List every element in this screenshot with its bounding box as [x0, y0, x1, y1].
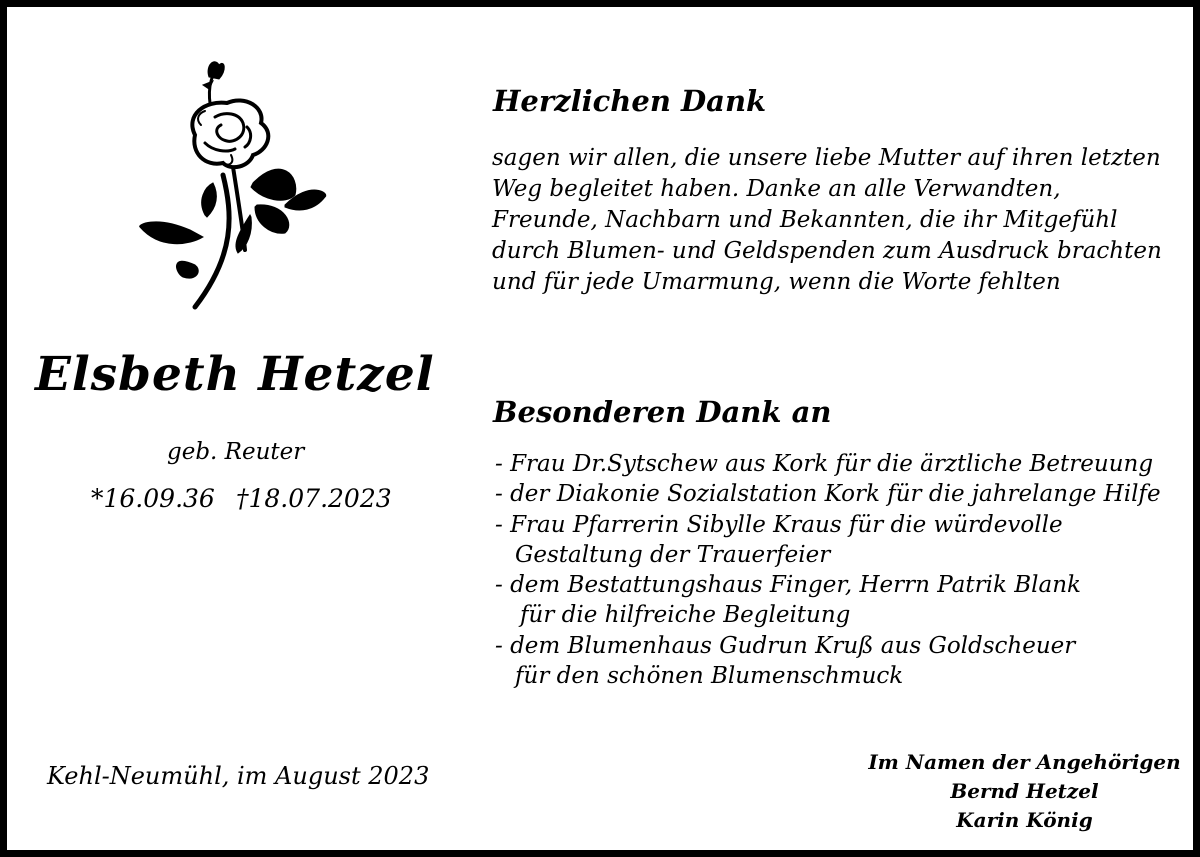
deceased-name: Elsbeth Hetzel — [35, 347, 435, 402]
thanks-line: Weg begleitet haben. Danke an alle Verwandten, — [492, 176, 1061, 202]
thanks-line: Freunde, Nachbarn und Bekannten, die ihr Mitgefühl — [492, 207, 1118, 233]
list-item-continuation: Gestaltung der Trauerfeier — [515, 541, 831, 568]
thanks-heading: Herzlichen Dank — [493, 84, 767, 118]
list-item-continuation: für den schönen Blumenschmuck — [515, 663, 904, 690]
signature-block — [862, 748, 1187, 835]
list-item: - der Diakonie Sozialstation Kork für die jahrelange Hilfe — [495, 481, 1161, 508]
list-item: - dem Blumenhaus Gudrun Kruß aus Goldscheuer — [495, 632, 1076, 659]
special-thanks-heading: Besonderen Dank an — [493, 395, 832, 429]
thanks-text — [492, 143, 1182, 298]
birth-date: *16.09.36 — [91, 484, 215, 513]
special-thanks-list — [495, 449, 1195, 691]
thanks-line: und für jede Umarmung, wenn die Worte fehlten — [492, 269, 1061, 295]
death-date: †18.07.2023 — [236, 484, 392, 513]
thanks-line: durch Blumen- und Geldspenden zum Ausdruck brachten — [492, 238, 1162, 264]
thanks-line: sagen wir allen, die unsere liebe Mutter auf ihren letzten — [492, 145, 1161, 171]
signature-name: Bernd Hetzel — [950, 779, 1099, 803]
list-item-continuation: für die hilfreiche Begleitung — [520, 602, 851, 629]
signature-line: Im Namen der Angehörigen — [868, 750, 1181, 774]
place-and-date: Kehl-Neumühl, im August 2023 — [47, 762, 430, 790]
list-item: - Frau Pfarrerin Sibylle Kraus für die würdevolle — [495, 511, 1063, 538]
list-item: - dem Bestattungshaus Finger, Herrn Patrik Blank — [495, 572, 1081, 599]
signature-name: Karin König — [956, 808, 1093, 832]
born-name: geb. Reuter — [167, 439, 305, 465]
list-item: - Frau Dr.Sytschew aus Kork für die ärztliche Betreuung — [495, 451, 1154, 477]
rose-icon — [135, 55, 335, 311]
